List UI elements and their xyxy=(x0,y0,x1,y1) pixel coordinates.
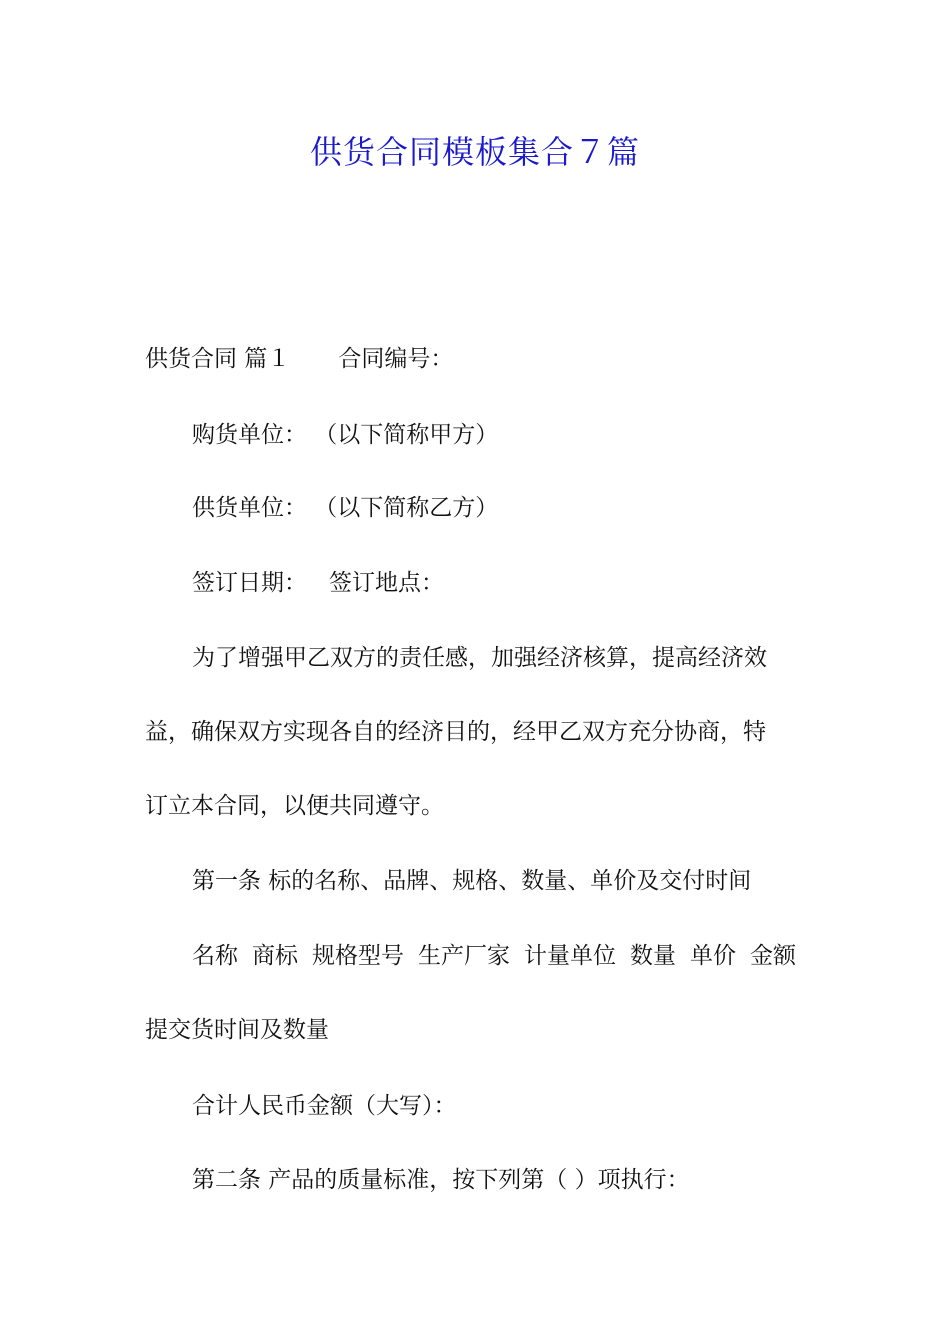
table-header-model: 规格型号 xyxy=(312,943,404,969)
document-title: 供货合同模板集合７篇 xyxy=(309,133,640,171)
purpose-paragraph-line-3: 订立本合同，以便共同遵守。 xyxy=(145,793,444,819)
signing-date-label: 签订日期： xyxy=(192,570,307,596)
table-header-unit: 计量单位 xyxy=(524,943,616,969)
table-header-brand: 商标 xyxy=(252,943,298,969)
table-header-unit-price: 单价 xyxy=(690,943,736,969)
contract-heading-line xyxy=(145,343,453,375)
table-header-continuation: 提交货时间及数量 xyxy=(145,1017,329,1043)
goods-table-header xyxy=(192,940,796,972)
article-2-heading: 第二条 产品的质量标准，按下列第（ ）项执行： xyxy=(192,1167,690,1193)
seller-line: 供货单位： （以下简称乙方） xyxy=(192,495,499,521)
table-header-quantity: 数量 xyxy=(630,943,676,969)
table-header-amount: 金额 xyxy=(750,943,796,969)
article-1-heading: 第一条 标的名称、品牌、规格、数量、单价及交付时间 xyxy=(192,868,752,894)
purpose-paragraph-line-1: 为了增强甲乙双方的责任感，加强经济核算，提高经济效 xyxy=(192,645,767,671)
contract-part-label: 供货合同 篇１ xyxy=(145,346,291,372)
table-header-name: 名称 xyxy=(192,943,238,969)
buyer-line: 购货单位： （以下简称甲方） xyxy=(192,422,499,448)
signing-line xyxy=(192,567,444,599)
total-amount-line: 合计人民币金额（大写）： xyxy=(192,1093,457,1119)
signing-place-label: 签订地点： xyxy=(329,570,444,596)
table-header-manufacturer: 生产厂家 xyxy=(418,943,510,969)
purpose-paragraph-line-2: 益，确保双方实现各自的经济目的，经甲乙双方充分协商，特 xyxy=(145,719,766,745)
contract-number-label: 合同编号： xyxy=(338,346,454,372)
